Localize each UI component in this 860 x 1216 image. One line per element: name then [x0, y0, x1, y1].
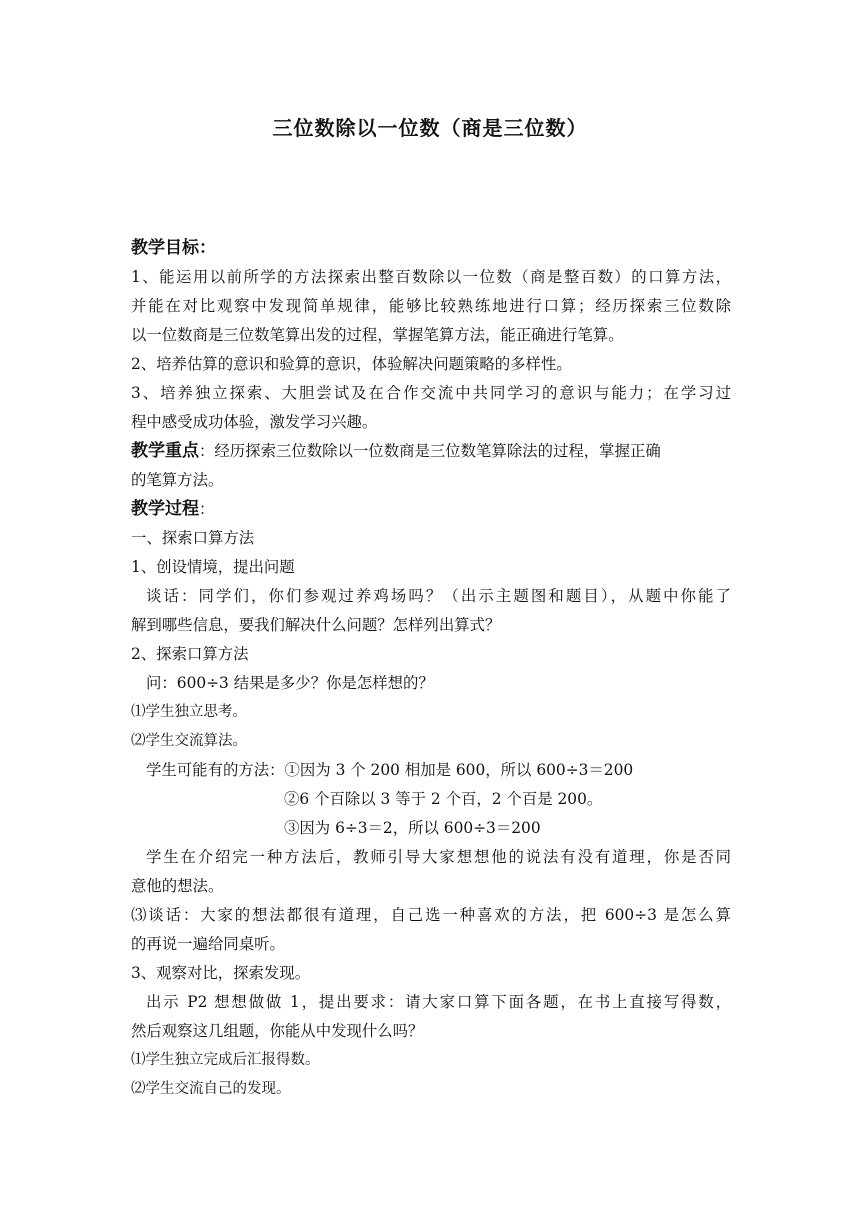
paragraph-line: 学生在介绍完一种方法后，教师引导大家想想他的说法有没有道理，你是否同: [146, 848, 731, 866]
goal-line: 3、培养独立探索、大胆尝试及在合作交流中共同学习的意识与能力；在学习过: [131, 384, 731, 402]
document-title: 三位数除以一位数（商是三位数）: [272, 116, 588, 140]
paragraph-line: 解到哪些信息，要我们解决什么问题？怎样列出算式？: [131, 616, 501, 634]
process-heading-colon: ：: [199, 500, 215, 518]
key-points-heading: 教学重点: [131, 441, 199, 461]
list-item: ⑴学生独立思考。: [131, 704, 247, 720]
process-heading: 教学过程: [131, 499, 199, 519]
key-points-text: ：经历探索三位数除以一位数商是三位数笔算除法的过程，掌握正确: [199, 442, 661, 460]
list-item: ⑵学生交流算法。: [131, 733, 247, 749]
paragraph-line: 出示 P2 想想做做 1，提出要求：请大家口算下面各题，在书上直接写得数，: [146, 993, 731, 1011]
step-heading: 2、探索口算方法: [131, 645, 249, 663]
key-points-line: [131, 437, 731, 466]
goal-line: 1、能运用以前所学的方法探索出整百数除以一位数（商是整百数）的口算方法，: [131, 268, 731, 286]
document-body: [131, 234, 731, 1104]
method-line: 学生可能有的方法：①因为 3 个 200 相加是 600，所以 600÷3＝200: [146, 761, 634, 779]
process-heading-line: [131, 495, 731, 524]
goal-line: 2、培养估算的意识和验算的意识，体验解决问题策略的多样性。: [131, 355, 572, 373]
section-heading: 一、探索口算方法: [131, 529, 255, 547]
paragraph-line: 谈话：同学们，你们参观过养鸡场吗？（出示主题图和题目），从题中你能了: [146, 587, 731, 605]
step-heading: 1、创设情境，提出问题: [131, 558, 295, 576]
paragraph-line: 然后观察这几组题，你能从中发现什么吗？: [131, 1022, 424, 1040]
method-line: ②6 个百除以 3 等于 2 个百，2 个百是 200。: [284, 790, 603, 808]
goal-line: 以一位数商是三位数笔算出发的过程，掌握笔算方法，能正确进行笔算。: [131, 326, 624, 344]
list-item: ⑶谈话：大家的想法都很有道理，自己选一种喜欢的方法，把 600÷3 是怎么算: [131, 906, 731, 924]
method-line: ③因为 6÷3＝2，所以 600÷3＝200: [284, 819, 541, 837]
list-item: ⑵学生交流自己的发现。: [131, 1081, 291, 1097]
key-points-text-cont: 的笔算方法。: [131, 471, 224, 489]
goal-line: 程中感受成功体验，激发学习兴趣。: [131, 413, 378, 431]
goal-line: 并能在对比观察中发现简单规律，能够比较熟练地进行口算；经历探索三位数除: [131, 297, 731, 315]
paragraph-line: 意他的想法。: [131, 877, 224, 895]
goals-heading: 教学目标：: [131, 238, 216, 258]
paragraph-line: 的再说一遍给同桌听。: [131, 935, 285, 953]
paragraph-line: 问：600÷3 结果是多少？你是怎样想的？: [146, 674, 434, 692]
list-item: ⑴学生独立完成后汇报得数。: [131, 1052, 320, 1068]
step-heading: 3、观察对比，探索发现。: [131, 964, 311, 982]
